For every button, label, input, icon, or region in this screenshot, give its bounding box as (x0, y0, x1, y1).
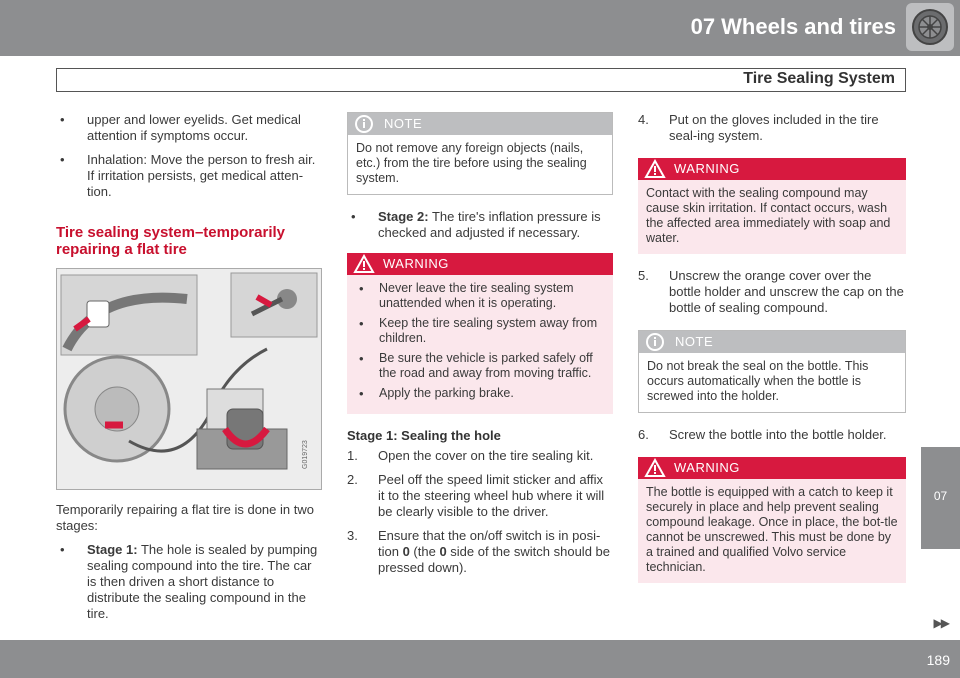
step-2: 2. Peel off the speed limit sticker and affix it to the steering wheel hub where it will be clearly visible to the driver. (347, 472, 605, 519)
stage-2-label: Stage 2: (378, 209, 429, 224)
note-label: NOTE (675, 334, 714, 349)
info-icon (354, 115, 374, 133)
intro-text: Temporarily repairing a flat tire is done in two stages: (56, 502, 314, 533)
bullet-stage-2 (347, 209, 613, 241)
info-icon (645, 333, 665, 351)
warning-box-2 (638, 158, 906, 254)
bullet-eye-contact-cont: • upper and lower eyelids. Get medical attention if symptoms occur. (56, 112, 322, 144)
page-footer (0, 640, 960, 678)
chapter-title: 07 Wheels and tires (690, 14, 896, 39)
note-label: NOTE (384, 116, 423, 131)
page-header (0, 0, 960, 56)
step-4: 4. Put on the gloves included in the tire seal-ing system. (638, 112, 879, 143)
warning-triangle-icon (353, 254, 375, 274)
step-3: 3. Ensure that the on/off switch is in posi-tion 0 (the 0 side of the switch should be pressed down). (347, 528, 610, 575)
step-5: 5. Unscrew the orange cover over the bottle holder and unscrew the cap on the bottle of sealing compound. (638, 268, 904, 315)
figure-code: G019723 (302, 440, 309, 469)
warning-item: • Keep the tire sealing system away from children. (355, 316, 605, 346)
section-heading: Tire sealing system–temporarily repairing a flat tire (56, 224, 285, 258)
column-2 (347, 112, 613, 584)
warning-label: WARNING (674, 460, 740, 475)
next-page-arrows: ▶▶ (933, 616, 948, 630)
section-bar (56, 68, 906, 92)
stage-2-text: The tire's inflation pressure is checked and adjusted if necessary. (378, 209, 601, 240)
column-1 (56, 112, 322, 630)
chapter-side-tab (921, 447, 960, 549)
stage-1-label: Stage 1: (87, 542, 138, 557)
warning-text: Contact with the sealing compound may cause skin irritation. If contact occurs, wash the affected area immediately with soap and water. (646, 186, 891, 245)
warning-box-3 (638, 457, 906, 583)
warning-text: The bottle is equipped with a catch to keep it securely in place and help prevent sealing compound leakage. Once in place, the bot-tle cannot be unscrewed. This must be done by a trained and qualified Volvo service technician. (646, 485, 898, 574)
warning-item: • Be sure the vehicle is parked safely off the road and away from moving traffic. (355, 351, 605, 381)
warning-label: WARNING (383, 256, 449, 271)
wheel-icon (906, 3, 954, 51)
warning-triangle-icon (644, 159, 666, 179)
warning-item: • Apply the parking brake. (355, 386, 605, 401)
section-title: Tire Sealing System (743, 70, 895, 87)
warning-box-1 (347, 253, 613, 414)
bullet-stage-1 (56, 542, 322, 622)
stage-1-text: The hole is sealed by pumping sealing compound into the tire. The car is then driven a short distance to distribute the sealing compound in the tire. (87, 542, 318, 621)
warning-label: WARNING (674, 161, 740, 176)
note-box-1 (347, 112, 613, 195)
tire-sealing-illustration (56, 268, 322, 490)
note-text: Do not break the seal on the bottle. This occurs automatically when the bottle is screwed into the holder. (647, 359, 869, 403)
page-number: 189 (926, 652, 950, 668)
note-text: Do not remove any foreign objects (nails, etc.) from the tire before using the sealing system. (356, 141, 587, 185)
warning-triangle-icon (644, 458, 666, 478)
step-1: 1. Open the cover on the tire sealing kit. (347, 448, 594, 463)
warning-item: • Never leave the tire sealing system unattended when it is operating. (355, 281, 605, 311)
column-3 (638, 112, 906, 597)
bullet-inhalation: • Inhalation: Move the person to fresh air. If irritation persists, get medical atten-tion. (56, 152, 322, 200)
stage-1-heading: Stage 1: Sealing the hole (347, 428, 501, 443)
note-box-2 (638, 330, 906, 413)
side-tab-label: 07 (933, 489, 948, 503)
step-6: 6. Screw the bottle into the bottle holder. (638, 427, 887, 442)
